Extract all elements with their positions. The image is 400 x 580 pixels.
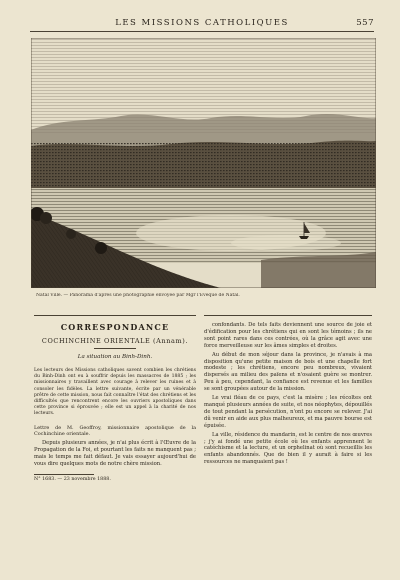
- header-rule: [30, 31, 374, 32]
- letter-paragraph: Depuis plusieurs années, je n'ai plus écrit à l'Œuvre de la Propagation de la Foi, et pourtant les faits ne manquent pas ; mais le temps me fait défaut. Je vais essayer aujourd'hui de vous dire quelques mots de notre chère mission.: [34, 440, 196, 468]
- engraving-svg: [31, 38, 376, 288]
- body-paragraph: Le vrai fléau de ce pays, c'est la misère ; les récoltes ont manqué plusieurs années de suite, et nos néophytes, dépouillés de tout pendant la persécution, n'ont pu encore se relever. J'ai dû venir en aide aux plus malheureux, et ma pauvre bourse est épuisée.: [204, 395, 372, 429]
- letter-heading: Lettre de M. Geoffroy, missionnaire apostolique de la Cochinchine orientale.: [34, 424, 196, 438]
- intro-paragraph: Les lecteurs des Missions catholiques savent combien les chrétiens du Binh-Dinh ont eu à souffrir depuis les massacres de 1885 ; les missionnaires y travaillent avec courage à relever les ruines et à consoler les fidèles. La lettre suivante, écrite par un vénérable prêtre de cette mission, nous fait connaître l'état des chrétiens et les difficultés que rencontrent encore les ouvriers apostoliques dans cette province si éprouvée ; elle est un appel à la charité de nos lecteurs.: [34, 368, 196, 417]
- right-column-rule: [204, 315, 372, 316]
- page-number: 557: [356, 18, 374, 28]
- topic-line: La situation au Binh-Dinh.: [77, 354, 153, 360]
- journal-title: LES MISSIONS CATHOLIQUES: [115, 18, 289, 28]
- issue-footnote: N° 1683. — 23 novembre 1888.: [34, 477, 111, 483]
- section-rule: [34, 315, 196, 316]
- subtitle-rule: [94, 348, 136, 349]
- footnote-rule: [34, 474, 94, 475]
- body-paragraph: confondants. De tels faits deviennent une source de joie et d'édification pour les chrétiens qui en sont les témoins ; ils ne sont point rares dans ces contrées, où la grâce agit avec une force merveilleuse sur les âmes simples et droites.: [204, 322, 372, 349]
- figure-caption: Natal Ville. — Panorama d'après une photographie envoyée par Mgr l'Évêque de Natal.: [36, 293, 240, 298]
- running-header: [30, 16, 374, 30]
- left-column: [34, 313, 196, 483]
- body-paragraph: La ville, résidence du mandarin, est le centre de nos œuvres ; j'y ai fondé une petite école où les enfants apprennent le catéchisme et la lecture, et un orphelinat où sont recueillis les enfants abandonnés. Que de bien il y aurait à faire si les ressources ne manquaient pas !: [204, 431, 372, 466]
- section-title: CORRESPONDANCE: [60, 322, 170, 332]
- panorama-engraving: [31, 38, 376, 288]
- mission-title: COCHINCHINE ORIENTALE (Annam).: [41, 337, 189, 345]
- right-column: [204, 313, 372, 468]
- body-paragraph: Au début de mon séjour dans la province, je n'avais à ma disposition qu'une petite maison de bois et une chapelle fort modeste ; les chrétiens, encore peu nombreux, vivaient dispersés au milieu des païens et n'osaient guère se montrer. Peu à peu, cependant, la confiance est revenue et les familles se sont groupées autour de la mission.: [204, 351, 372, 393]
